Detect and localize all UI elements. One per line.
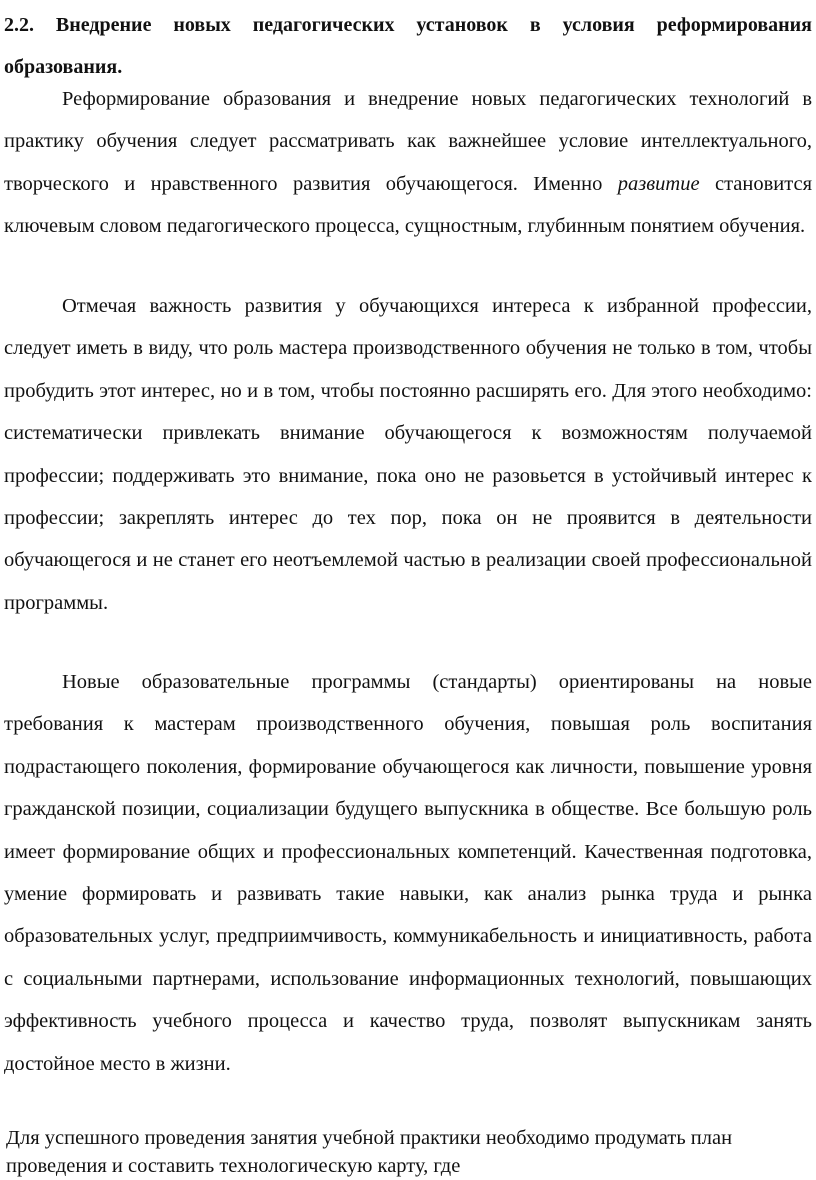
paragraph-practice-plan: Для успешного проведения занятия учебной практики необходимо продумать план проведения и составить технологическую карту, где bbox=[6, 1127, 733, 1177]
section-heading: 2.2. Внедрение новых педагогических установок в условия реформирования образования. bbox=[4, 14, 812, 78]
italic-term-development: развитие bbox=[617, 172, 700, 195]
paragraph-reform-text-end: становится ключевым словом педагогического процесса, сущностным, глубинным понятием обучения. bbox=[4, 172, 812, 238]
paragraph-programs: Новые образовательные программы (стандарты) ориентированы на новые требования к мастерам производственного обучения, повышая роль воспитания подрастающего поколения, формирование обучающегося как личности, повышение уровня гражданской позиции, социализации будущего выпускника в обществе. Все большую роль имеет формирование общих и профессиональных компетенций. Качественная подготовка, умение формировать и развивать такие навыки, как анализ рынка труда и рынка образовательных услуг, предприимчивость, коммуникабельность и инициативность, работа с социальными партнерами, использование информационных технологий, повышающих эффективность учебного процесса и качество труда, позволят выпускникам занять достойное место в жизни. bbox=[4, 671, 812, 1075]
paragraph-interest: Отмечая важность развития у обучающихся интереса к избранной профессии, следует иметь в виду, что роль мастера производственного обучения не только в том, чтобы пробудить этот интерес, но и в том, чтобы постоянно расширять его. Для этого необходимо: систематически привлекать внимание обучающегося к возможностям получаемой профессии; поддерживать это внимание, пока оно не разовьется в устойчивый интерес к профессии; закреплять интерес до тех пор, пока он не проявится в деятельности обучающегося и не станет его неотъемлемой частью в реализации своей профессиональной программы. bbox=[4, 295, 812, 614]
paragraph-reform-text-start: Реформирование образования и внедрение новых педагогических технологий в практику обучения следует рассматривать как важнейшее условие интеллектуального, творческого и нравственного развития обучающегося. Именно bbox=[4, 88, 812, 195]
paragraph-reform bbox=[4, 78, 812, 248]
